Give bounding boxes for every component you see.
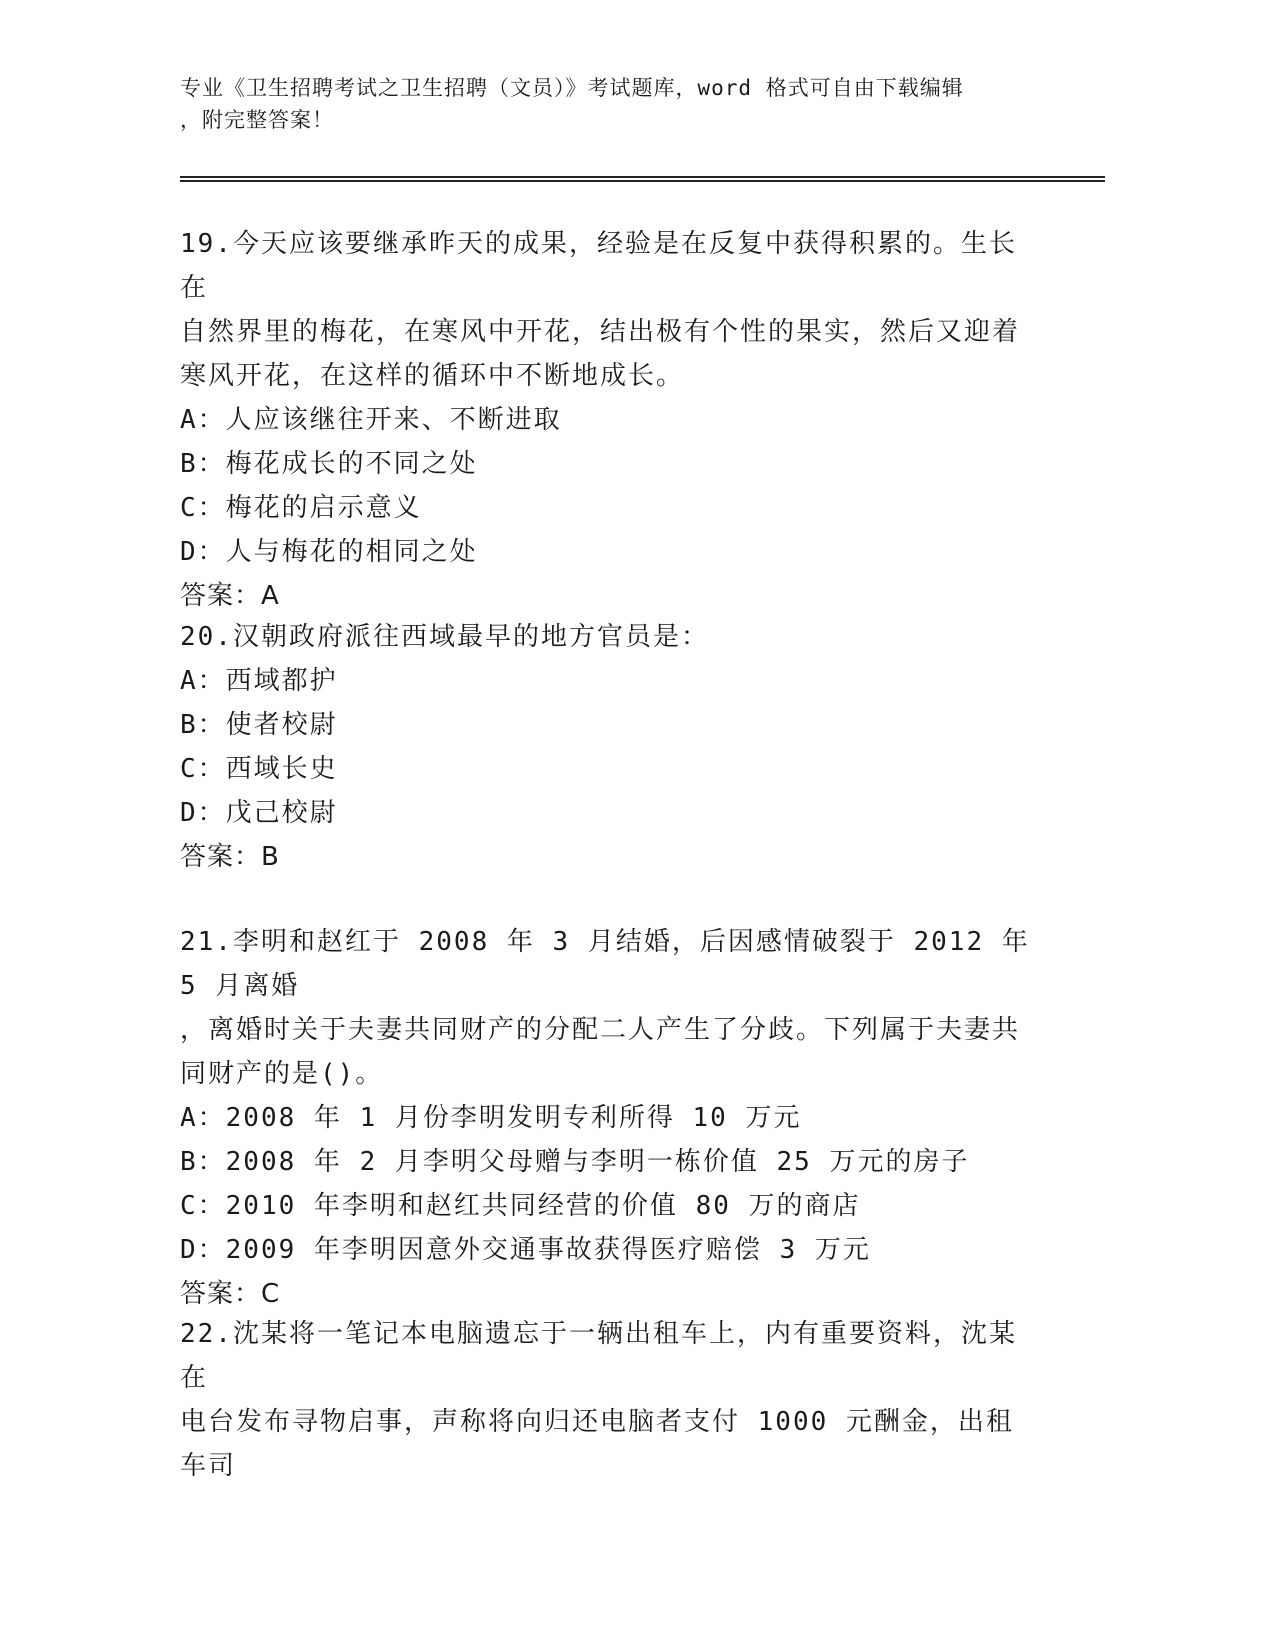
option-b: B：2008 年 2 月李明父母赠与李明一栋价值 25 万元的房子 [180,1147,970,1177]
stem-line: ，离婚时关于夫妻共同财产的分配二人产生了分歧。下列属于夫妻共 [180,1015,1021,1045]
question-19 [180,222,1040,618]
option-d: D：人与梅花的相同之处 [180,537,478,567]
header-divider [180,176,1105,182]
option-d: D：戊己校尉 [180,798,338,828]
option-a: A：2008 年 1 月份李明发明专利所得 10 万元 [180,1103,802,1133]
option-d: D：2009 年李明因意外交通事故获得医疗赔偿 3 万元 [180,1235,871,1265]
stem-line: 21.李明和赵红于 2008 年 3 月结婚，后因感情破裂于 2012 年 5 月离婚 [180,927,1030,1001]
question-stem [180,920,1040,1096]
header-line-2: ，附完整答案！ [180,108,334,132]
answer-label: 答案：B [180,842,280,872]
question-22 [180,1312,1040,1488]
stem-line: 19.今天应该要继承昨天的成果，经验是在反复中获得积累的。生长在 [180,229,1017,303]
option-b: B：使者校尉 [180,710,338,740]
stem-line: 自然界里的梅花，在寒风中开花，结出极有个性的果实，然后又迎着 [180,317,1021,347]
option-b: B：梅花成长的不同之处 [180,449,478,479]
stem-line: 电台发布寻物启事，声称将向归还电脑者支付 1000 元酬金，出租车司 [180,1407,1014,1481]
question-stem [180,615,1040,659]
option-a: A：西域都护 [180,666,338,696]
header-line-1: 专业《卫生招聘考试之卫生招聘（文员）》考试题库，word 格式可自由下载编辑 [180,76,964,100]
stem-line: 寒风开花，在这样的循环中不断地成长。 [180,361,685,391]
answer-label: 答案：A [180,581,280,611]
question-stem [180,222,1040,398]
option-c: C：西域长史 [180,754,338,784]
option-a: A：人应该继往开来、不断进取 [180,405,562,435]
question-20 [180,615,1040,879]
option-c: C：梅花的启示意义 [180,493,422,523]
stem-line: 同财产的是()。 [180,1059,384,1089]
stem-line: 22.沈某将一笔记本电脑遗忘于一辆出租车上，内有重要资料，沈某在 [180,1319,1017,1393]
question-stem [180,1312,1040,1488]
stem-line: 20.汉朝政府派往西域最早的地方官员是： [180,622,709,652]
option-c: C：2010 年李明和赵红共同经营的价值 80 万的商店 [180,1191,861,1221]
document-header [180,72,1030,136]
question-21 [180,920,1040,1316]
answer-label: 答案：C [180,1279,281,1309]
